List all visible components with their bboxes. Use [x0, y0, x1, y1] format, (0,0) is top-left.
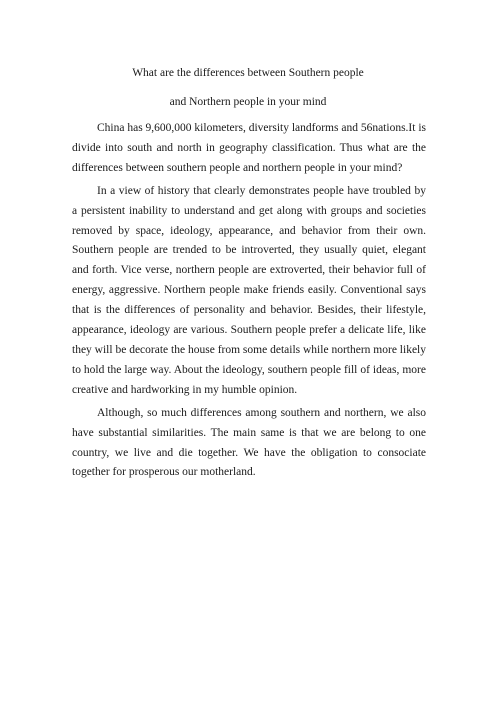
- document-title-line-2: and Northern people in your mind: [169, 96, 327, 108]
- paragraph-intro: China has 9,600,000 kilometers, diversity landforms and 56nations.It is divide into south and north in geography classification. Thus what are the differences between southern people and northern people in your mind?: [72, 122, 426, 174]
- paragraph-similarities: Although, so much differences among southern and northern, we also have substantial similarities. The main same is that we are belong to one country, we live and die together. We have the obligation to consociate together for prosperous our motherland.: [72, 406, 426, 479]
- document-body: [72, 119, 426, 486]
- paragraph-differences: In a view of history that clearly demonstrates people have troubled by a persistent inability to understand and get along with groups and societies removed by space, ideology, appearance, and behavior from their own. Southern people are trended to be introverted, they usually quiet, elegant and forth. Vice verse, northern people are extroverted, their behavior full of energy, aggressive. Northern people make friends easily. Conventional says that is the differences of personality and behavior. Besides, their lifestyle, appearance, ideology are various. Southern people prefer a delicate life, like they will be decorate the house from some details while northern more likely to hold the large way. About the ideology, southern people fill of ideas, more creative and hardworking in my humble opinion.: [72, 184, 426, 396]
- document-title-line-1: What are the differences between Southern people: [132, 67, 364, 79]
